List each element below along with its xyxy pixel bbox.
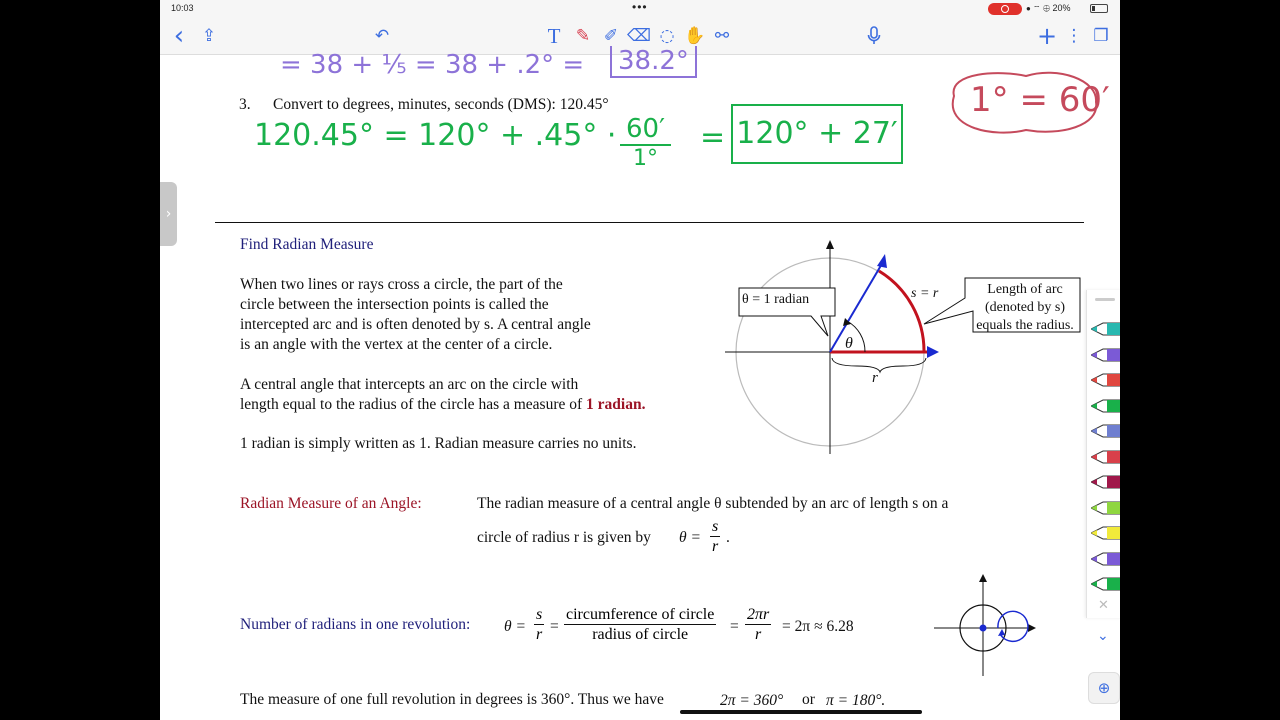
pen-swatch[interactable]	[1091, 397, 1120, 415]
shapes-icon[interactable]: ✋	[684, 26, 706, 46]
paragraph-line: 1 radian is simply written as 1. Radian measure carries no units.	[240, 435, 637, 452]
revolution-frac2: circumference of circle radius of circle	[566, 606, 715, 643]
undo-icon[interactable]: ↶	[374, 26, 390, 46]
pages-icon[interactable]: ❐	[1093, 26, 1109, 46]
highlighter-icon[interactable]: ✐	[603, 26, 619, 46]
pen-swatch[interactable]	[1091, 499, 1120, 517]
pen-swatch[interactable]	[1091, 371, 1120, 389]
definition-line1: The radian measure of a central angle θ subtended by an arc of length s on a	[477, 495, 949, 512]
radian-diagram	[725, 238, 1090, 460]
add-icon[interactable]: +	[1036, 22, 1058, 50]
intercepted-arc	[879, 271, 924, 352]
pen-swatch[interactable]	[1091, 320, 1120, 338]
section-title: Find Radian Measure	[240, 236, 374, 253]
definition-label: Radian Measure of an Angle:	[240, 495, 422, 512]
pen-swatch[interactable]	[1091, 422, 1120, 440]
formula-lhs: θ =	[679, 529, 701, 546]
battery-percent: ● ⌔ ⊕ 20%	[1026, 3, 1071, 13]
pen-icon[interactable]: ✎	[575, 26, 591, 46]
paragraph-line: A central angle that intercepts an arc on the circle with	[240, 376, 579, 393]
handwritten-note-text: 1° = 60′	[970, 80, 1110, 120]
handwritten-boxed-answer-prev: 38.2°	[610, 46, 697, 78]
formula-period: .	[726, 529, 730, 546]
revolution-eq3: =	[730, 618, 739, 635]
handwritten-equals: =	[700, 120, 726, 155]
pen-swatch[interactable]	[1091, 346, 1120, 364]
more-icon[interactable]: ⋮	[1065, 26, 1083, 46]
paragraph-line: is an angle with the vertex at the center of a circle.	[240, 336, 553, 353]
home-indicator[interactable]	[680, 710, 922, 714]
callout-text: Length of arc (denoted by s) equals the radius.	[976, 282, 1074, 333]
handwritten-green-work: 120.45° = 120° + .45° ·	[254, 118, 617, 153]
r-label: r	[872, 370, 878, 386]
revolution-eq1: θ =	[504, 618, 526, 635]
revolution-frac1: $\frac{s}{r}$	[536, 606, 543, 643]
one-radian-emphasis: 1 radian.	[586, 396, 646, 413]
multitask-dots[interactable]: •••	[632, 0, 648, 14]
section-divider	[215, 222, 1084, 223]
paragraph-line: When two lines or rays cross a circle, the part of the	[240, 276, 563, 293]
status-time: 10:03	[171, 3, 194, 13]
pen-swatch[interactable]	[1091, 473, 1120, 491]
theta-label: θ = 1 radian	[742, 292, 810, 307]
terminal-ray	[830, 262, 883, 352]
question-number: 3.	[239, 96, 251, 113]
revolution-label: Number of radians in one revolution:	[240, 616, 471, 633]
revolution-frac3: $\frac{2\pi r}{r}$	[747, 606, 770, 643]
screen-record-indicator[interactable]	[988, 3, 1022, 15]
revolution-diagram	[932, 572, 1036, 678]
bottom-eq1: 2π = 360°	[720, 692, 784, 709]
question-text: Convert to degrees, minutes, seconds (DMS): 120.45°	[273, 96, 609, 113]
chevron-down-icon[interactable]: ⌄	[1097, 628, 1109, 644]
sidebar-toggle-handle[interactable]: ›	[160, 182, 177, 246]
handwritten-previous-line: = 38 + ⅕ = 38 + .2° =	[280, 50, 585, 80]
handwritten-fraction: 60′ 1°	[620, 114, 671, 171]
share-icon[interactable]: ⇪	[201, 26, 217, 46]
theta-symbol: θ	[845, 335, 853, 352]
bottom-text: The measure of one full revolution in degrees is 360°. Thus we have	[240, 691, 664, 708]
pen-swatch[interactable]	[1091, 524, 1120, 542]
paragraph-line: length equal to the radius of the circle has a measure of 1 radian.	[240, 396, 646, 413]
battery-icon	[1090, 4, 1108, 13]
zoom-icon[interactable]: ⊕	[1088, 672, 1120, 704]
pen-tray	[1086, 290, 1120, 618]
formula-fraction: $\frac{s}{r}$	[712, 518, 719, 555]
revolution-eq2: =	[550, 618, 559, 635]
eraser-icon[interactable]: ⌫	[626, 26, 652, 46]
pen-swatch[interactable]	[1091, 575, 1120, 593]
status-bar	[160, 0, 1120, 18]
pen-swatch[interactable]	[1091, 550, 1120, 568]
bottom-eq2: π = 180°.	[826, 692, 886, 709]
handwritten-boxed-answer: 120° + 27′	[731, 104, 903, 164]
paragraph-line: circle between the intersection points is called the	[240, 296, 549, 313]
arc-label: s = r	[911, 286, 939, 301]
back-icon[interactable]: ‹	[173, 21, 185, 51]
close-tray-icon[interactable]: ✕	[1098, 598, 1109, 613]
notes-app	[160, 0, 1120, 720]
lasso-icon[interactable]: ◌	[659, 26, 675, 46]
pen-swatch[interactable]	[1091, 448, 1120, 466]
bottom-or: or	[802, 691, 815, 708]
text-tool-icon[interactable]: T	[547, 23, 561, 48]
tray-grabber[interactable]	[1095, 298, 1115, 301]
paragraph-line: intercepted arc and is often denoted by s. A central angle	[240, 316, 591, 333]
revolution-result: = 2π ≈ 6.28	[782, 618, 854, 635]
definition-line2: circle of radius r is given by	[477, 529, 651, 546]
microphone-icon[interactable]	[862, 24, 886, 48]
link-icon[interactable]: ⚯	[714, 26, 730, 46]
